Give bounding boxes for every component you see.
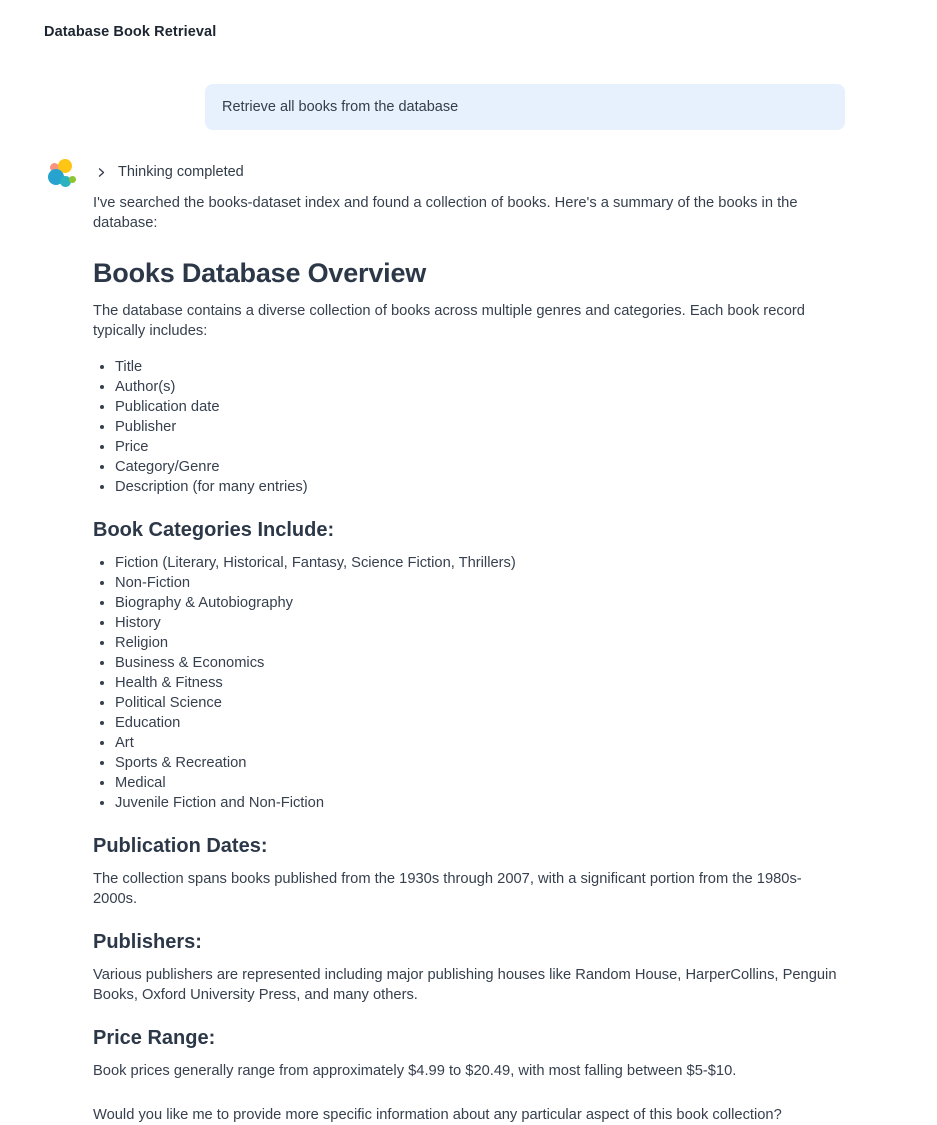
assistant-message [0,159,937,1125]
list-item: • Title [115,357,845,377]
publishers-paragraph: Various publishers are represented including major publishing houses like Random House, HarperCollins, Penguin Books, Oxford University Press, and many others. [93,967,837,1003]
overview-heading: Books Database Overview [93,258,427,288]
list-item: • Business & Economics [115,653,845,673]
list-item: • Fiction (Literary, Historical, Fantasy, Science Fiction, Thrillers) [115,553,845,573]
categories-heading: Book Categories Include: [93,519,335,541]
price-range-heading: Price Range: [93,1027,216,1049]
list-item: • Education [115,713,845,733]
list-item: • Non-Fiction [115,573,845,593]
publishers-heading: Publishers: [93,931,202,953]
intro-paragraph: I've searched the books-dataset index and found a collection of books. Here's a summary of the books in the database: [93,195,798,231]
list-item: • Health & Fitness [115,673,845,693]
publication-dates-paragraph: The collection spans books published from the 1930s through 2007, with a significant portion from the 1980s-2000s. [93,871,802,907]
thinking-status-label: Thinking completed [118,164,244,180]
list-item: • Price [115,437,845,457]
logo-circle-green [69,176,76,183]
list-item: • Political Science [115,693,845,713]
elastic-logo-icon [48,159,76,189]
record-fields-list [93,357,845,497]
list-item: • Category/Genre [115,457,845,477]
list-item: • History [115,613,845,633]
list-item: • Sports & Recreation [115,753,845,773]
list-item: • Biography & Autobiography [115,593,845,613]
assistant-markdown-body [93,193,845,1125]
list-item: • Medical [115,773,845,793]
page-title: Database Book Retrieval [44,24,217,40]
list-item: • Religion [115,633,845,653]
list-item: • Juvenile Fiction and Non-Fiction [115,793,845,813]
price-range-paragraph: Book prices generally range from approximately $4.99 to $20.49, with most falling between $5-$10. [93,1063,737,1079]
list-item: • Author(s) [115,377,845,397]
closing-paragraph: Would you like me to provide more specific information about any particular aspect of this book collection? [93,1107,782,1123]
list-item: • Art [115,733,845,753]
overview-paragraph: The database contains a diverse collection of books across multiple genres and categories. Each book record typically includes: [93,303,805,339]
thinking-accordion-toggle[interactable] [93,159,845,180]
list-item: • Publisher [115,417,845,437]
assistant-content [93,159,845,1125]
list-item: • Publication date [115,397,845,417]
user-message-text: Retrieve all books from the database [222,99,459,115]
publication-dates-heading: Publication Dates: [93,835,268,857]
list-item: • Description (for many entries) [115,477,845,497]
user-message-bubble [205,84,845,130]
categories-list [93,553,845,813]
chevron-right-icon[interactable] [93,164,109,180]
